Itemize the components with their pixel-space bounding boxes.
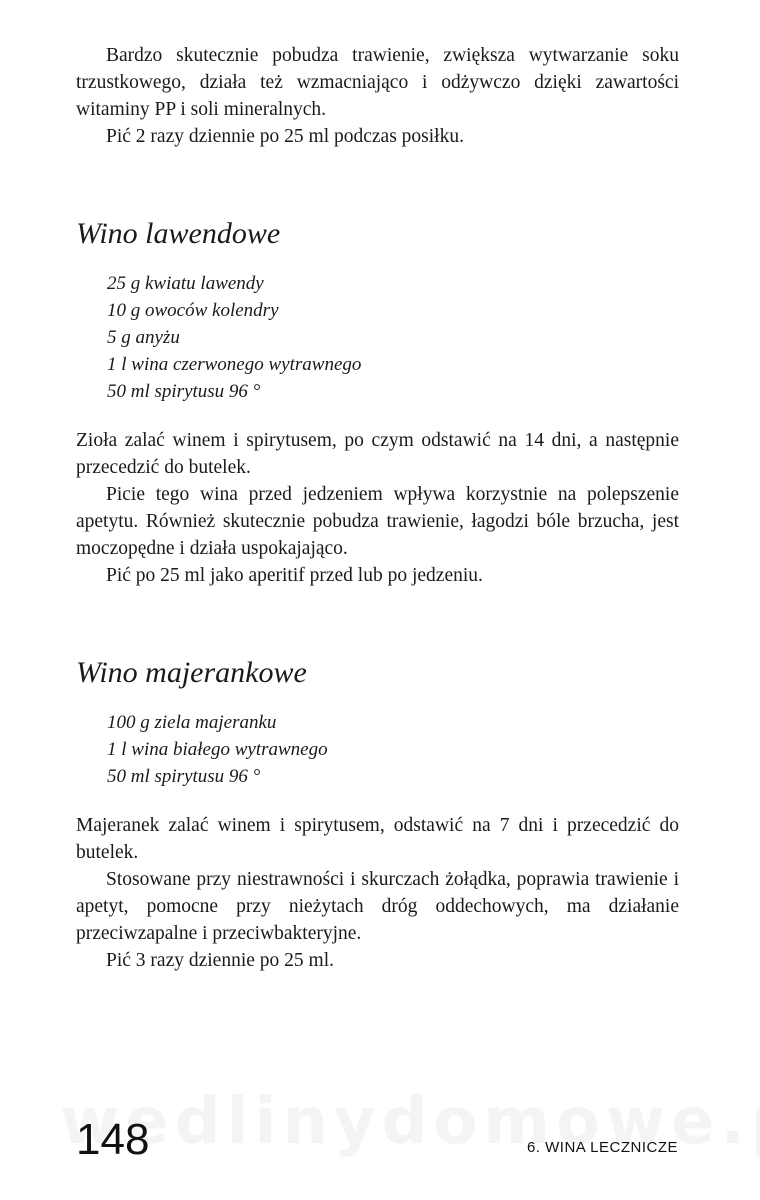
recipe-benefits: Stosowane przy niestrawności i skurczach żołądka, poprawia trawienie i apetyt, pomocne przy nieżytach dróg oddechowych, ma działanie przeciwzapalne i przeciwbakteryjne. <box>76 869 679 944</box>
recipe-instructions: Majeranek zalać winem i spirytusem, odstawić na 7 dni i przecedzić do butelek. <box>76 815 679 863</box>
ingredient-item: 50 ml spirytusu 96 ° <box>107 381 261 402</box>
ingredient-item: 5 g anyżu <box>107 327 180 348</box>
recipe-dosage: Pić 3 razy dziennie po 25 ml. <box>106 950 334 971</box>
recipe-benefits: Picie tego wina przed jedzeniem wpływa korzystnie na polepszenie apetytu. Również skutecznie pobudza trawienie, łagodzi bóle brzucha, jest moczopędne i działa uspokajająco. <box>76 484 679 559</box>
ingredient-item: 100 g ziela majeranku <box>107 712 277 733</box>
page-number: 148 <box>76 1115 150 1164</box>
ingredient-item: 50 ml spirytusu 96 ° <box>107 766 261 787</box>
ingredient-item: 10 g owoców kolendry <box>107 300 279 321</box>
ingredient-list-lavender <box>76 270 679 405</box>
recipe-dosage: Pić po 25 ml jako aperitif przed lub po jedzeniu. <box>106 565 483 586</box>
recipe-title-lavender: Wino lawendowe <box>76 217 281 250</box>
intro-dosage: Pić 2 razy dziennie po 25 ml podczas posiłku. <box>106 126 464 147</box>
ingredient-item: 25 g kwiatu lawendy <box>107 273 264 294</box>
page-content <box>76 42 679 974</box>
ingredient-item: 1 l wina czerwonego wytrawnego <box>107 354 362 375</box>
ingredient-list-marjoram <box>76 709 679 790</box>
recipe-instructions: Zioła zalać winem i spirytusem, po czym odstawić na 14 dni, a następnie przecedzić do butelek. <box>76 430 679 478</box>
chapter-title: 6. WINA LECZNICZE <box>526 1139 678 1156</box>
recipe-title-marjoram: Wino majerankowe <box>76 656 307 689</box>
intro-paragraph: Bardzo skutecznie pobudza trawienie, zwiększa wytwarzanie soku trzustkowego, działa też wzmacniająco i odżywczo dzięki zawartości witaminy PP i soli mineralnych. <box>76 45 679 120</box>
ingredient-item: 1 l wina białego wytrawnego <box>107 739 328 760</box>
